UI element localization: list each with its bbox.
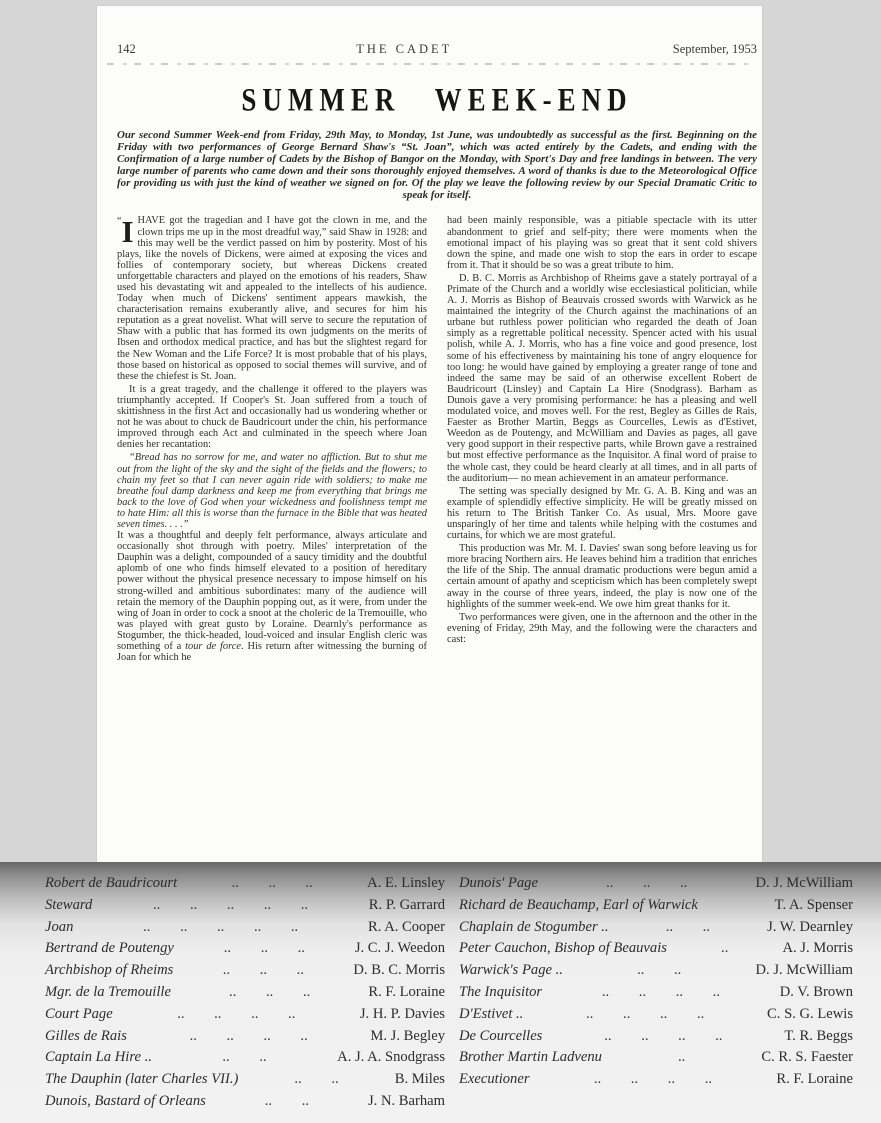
cast-name: D. B. C. Morris [353,962,445,979]
cast-row [45,875,445,897]
cast-row [459,875,853,897]
cast-name: T. R. Beggs [784,1027,853,1044]
cast-leader-dots: .. [721,940,729,957]
cast-role: The Inquisitor [459,983,543,1000]
body-left-column [117,215,427,663]
cast-row [459,1071,853,1093]
cast-name: R. F. Loraine [368,983,445,1000]
cast-leader-dots: .. .. [294,1071,339,1088]
cast-role: Mgr. de la Tremouille [45,983,171,1000]
article-title: SUMMER WEEK-END [241,81,633,118]
paragraph-7: The setting was specially designed by Mr. G. A. B. King and was an example of splendidly effective simplicity. He will be greatly missed on his return to The British Tanker Co. As usual, Mrs. Moore gave unsparingly of her time and talents while helping with the costumes and curtains, for which we are most grateful. [447,485,757,542]
cast-name: A. E. Linsley [367,875,445,891]
paragraph-4-end: . His return after witnessing the burning of Joan for which he [117,641,428,664]
cast-leader-dots: .. .. .. [606,875,688,891]
cast-column-right [459,875,853,1115]
opening-quote: “ [117,216,122,228]
cast-role: De Courcelles [459,1027,543,1044]
cast-row [45,984,445,1006]
cast-role: Captain La Hire .. [45,1049,152,1066]
cast-name: T. A. Spenser [774,896,853,913]
cast-name: R. A. Cooper [367,918,445,935]
cast-leader-dots: .. .. [665,918,710,935]
cast-name: D. V. Brown [779,983,853,1000]
paragraph-8: This production was Mr. M. I. Davies' swan song before leaving us for more bracing Northern airs. He leaves behind him a tradition that enriches the life of the Ship. The annual dramatic productions were begun amid a certain amount of apathy and scepticism which has been completely swept away in the course of three years, indeed, the play is now one of the highlights of the summer week-end. We owe him great thanks for it. [447,543,757,610]
cast-leader-dots: .. .. .. [229,983,311,1000]
article-body [117,215,757,663]
cast-leader-dots: .. .. .. .. [601,983,720,1000]
cast-role: Warwick's Page .. [459,962,563,979]
cast-role: Archbishop of Rheims [45,962,174,979]
cast-leader-dots: .. .. .. .. [586,1005,705,1022]
cast-row [459,897,853,919]
paragraph-9: Two performances were given, one in the afternoon and the other in the evening of Friday, 29th May, and the following were the characters and cast: [447,611,757,645]
page-header [117,42,757,57]
cast-name: B. Miles [394,1071,445,1088]
cast-role: Steward [45,896,93,913]
intro-paragraph: Our second Summer Week-end from Friday, 29th May, to Monday, 1st June, was undoubtedly as successful as the first. Beginning on the Friday with two performances of George Bernard Shaw's “St. Joan”, which was acted entirely by the Cadets, and ending with the Confirmation of a large number of Cadets by the Bishop of Bangor on the Monday, with Sport's Day and free landings in between. The very large number of parents who came down and their sons thoroughly enjoyed themselves. A word of thanks is due to the Meteorological Office for providing us with just the kind of weather we signed on for. Of the play we leave the following review by our Special Dramatic Critic to speak for itself. [117,129,757,201]
scanned-magazine-page [97,6,762,862]
cast-leader-dots: .. .. .. .. [177,1005,296,1022]
cast-role: Gilles de Rais [45,1027,127,1044]
cast-row [45,940,445,962]
cast-name: D. J. McWilliam [755,875,853,891]
paragraph-4 [117,530,427,663]
cast-leader-dots: .. .. [222,1049,267,1066]
cast-name: D. J. McWilliam [755,962,853,979]
cast-row [459,1049,853,1071]
cast-name: R. P. Garrard [368,896,445,913]
cast-row [459,1028,853,1050]
cast-role: D'Estivet .. [459,1005,524,1022]
cast-leader-dots: .. .. [637,962,682,979]
paragraph-2: It is a great tragedy, and the challenge it offered to the players was triumphantly accepted. If Cooper's St. Joan suffered from a touch of skittishness in the first Act and occasionally had us wondering whether or not he was about to chuck de Baudricourt under the chin, his performance improved through each Act and culminated in the speech where Joan denies her recantation: [117,383,427,451]
page-content [117,6,757,663]
cast-role: Bertrand de Poutengy [45,940,174,957]
paragraph-4-text: It was a thoughtful and deeply felt performance, always articulate and occasionally shot through with poetry. Miles' interpretation of the Dauphin was a delight, compounded of a saucy timidity and the doubtful aplomb of one who finds himself elevated to a position of hereditary power without the physical presence necessary to impose himself on his strong-willed and ambitious subordinates: many of the audience will retain the memory of the Dauphin popping out, as it were, from under the wing of Joan in order to cock a snoot at the choleric de la Tremouille, who was played with great gusto by Loraine. Dearnly's performance as Stogumber, the thick-headed, loud-voiced and insular English cleric was something of a [117,530,427,652]
cast-row [45,897,445,919]
cast-column-left [45,875,445,1115]
page-number: 142 [117,42,136,56]
cast-name: J. N. Barham [367,1092,445,1109]
cast-row [459,919,853,941]
cast-row [45,1093,445,1115]
journal-title: THE CADET [356,42,453,56]
cast-row [45,1028,445,1050]
cast-leader-dots: .. .. .. .. .. [143,918,299,935]
cast-leader-dots: .. .. .. .. [189,1027,308,1044]
italic-phrase: tour de force [185,641,241,652]
cast-role: Brother Martin Ladvenu [459,1049,602,1066]
dropcap-wrap [117,214,134,250]
cast-role: The Dauphin (later Charles VII.) [45,1071,239,1088]
cast-role: Peter Cauchon, Bishop of Beauvais [459,940,667,957]
paragraph-6: D. B. C. Morris as Archbishop of Rheims gave a stately portrayal of a Primate of the Church and a worldly wise ecclesiastical politician, while A. J. Morris as Bishop of Beauvais crossed swords with Warwick as he maintained the integrity of the Church against the machinations of an urbane but ruthless power politician who regarded the death of Joan simply as a regrettable political necessity. Spencer acted with his usual polish, while A. J. Morris, who has a fine voice and good presence, lost some of his effectiveness by maintaining his tone of angry eloquence for too long: he would have gained by employing a greater range of tone and indeed the same may be said of an otherwise excellent Robert de Baudricourt (Linsley) and Captain La Hire (Snodgrass). Barham as Dunois gave a very promising performance: he has a pleasing and well modulated voice, and moves well. For the rest, Begley as Gilles de Rais, Faester as Brother Martin, Beggs as Courcelles, Lewis as d'Estivet, Weedon as de Poutengy, and McWilliam and Davies as pages, all gave very good support in their respective parts, while Brown gave a restrained but most effective performance as the Inquisitor. A final word of praise to the whole cast, they could be heard clearly at all times, and in all parts of the auditorium— no mean achievement in an amateur performance. [447,272,757,484]
cast-name: J. H. P. Davies [359,1005,445,1022]
cast-name: A. J. A. Snodgrass [337,1049,445,1066]
cast-row [45,1071,445,1093]
cast-name: C. R. S. Faester [761,1049,853,1066]
cast-leader-dots: .. .. .. [223,940,305,957]
cast-name: C. S. G. Lewis [767,1005,853,1022]
cast-role: Chaplain de Stogumber .. [459,918,609,935]
cast-role: Richard de Beauchamp, Earl of Warwick [459,896,698,913]
cast-role: Dunois' Page [459,875,538,891]
cast-leader-dots: .. [678,1049,686,1066]
cast-role: Joan [45,918,74,935]
cast-name: J. W. Dearnley [767,918,853,935]
cast-row [45,1049,445,1071]
cast-row [45,962,445,984]
paragraph-1 [117,215,427,381]
cast-name: R. F. Loraine [776,1071,853,1088]
paragraph-5: had been mainly responsible, was a pitiable spectacle with its utter abandonment to grief and self-pity; there were moments when the emotional impact of his playing was so great that it sent cold shivers down the spine, and made one wish to stop the ears in order to escape from it. That it should be so was a great tribute to him. [447,215,757,271]
cast-leader-dots: .. .. .. [222,962,304,979]
cast-row [459,962,853,984]
cast-leader-dots: .. .. .. .. [593,1071,712,1088]
cast-role: Robert de Baudricourt [45,875,178,891]
paragraph-1-text: HAVE got the tragedian and I have got the clown in me, and the clown trips me up in the most dreadful way,” said Shaw in 1928: and this may well be the verdict passed on him by posterity. Most of his plays, like the novels of Dickens, were aimed at exposing the vices and follies of contemporary society, but whereas Dickens created unforgettable characters and played on the emotions of his readers, Shaw used his devastating wit and appealed to the intellects of his audience. Today when much of Dickens' sentiment appears mawkish, the characterisation remains exuberantly alive, and secures for him his reputation as a great novelist. What will serve to secure the reputation of Shaw with a public that has formed its own judgments on the merits of Ibsen and orthodox medical practice, and has but the slightest regard for the New Woman and the Life Force? It is most probable that of his plays, those based on historical as opposed to social themes will survive, and of these the chiefest is St. Joan. [117,215,427,382]
body-right-column [447,215,757,663]
cast-role: Dunois, Bastard of Orleans [45,1092,206,1109]
cast-leader-dots: .. .. .. [231,875,313,891]
cast-name: A. J. Morris [782,940,853,957]
cast-name: M. J. Begley [370,1027,445,1044]
cast-row [45,919,445,941]
cast-leader-dots: .. .. .. .. [604,1027,723,1044]
cast-role: Executioner [459,1071,530,1088]
cast-leader-dots: .. .. .. .. .. [153,896,309,913]
issue-date: September, 1953 [672,42,757,56]
cast-role: Court Page [45,1005,113,1022]
cast-row [459,940,853,962]
cast-leader-dots: .. .. [264,1092,310,1109]
cast-name: J. C. J. Weedon [354,940,445,957]
cast-row [459,984,853,1006]
cast-row [45,1006,445,1028]
cast-row [459,1006,853,1028]
cast-list-section [0,862,881,1123]
cast-list [45,875,853,1115]
dropcap-letter: I [121,214,134,250]
quote-paragraph: “Bread has no sorrow for me, and water no affliction. But to shut me out from the light of the sky and the sight of the fields and the flowers; to chain my feet so that I can never again ride with soldiers; to make me breathe foul damp darkness and keep me from everything that brings me back to the love of God when your wickedness and foolishness tempt me to hate Him: all this is worse than the furnace in the Bible that was heated seven times. . . .” [117,452,427,530]
